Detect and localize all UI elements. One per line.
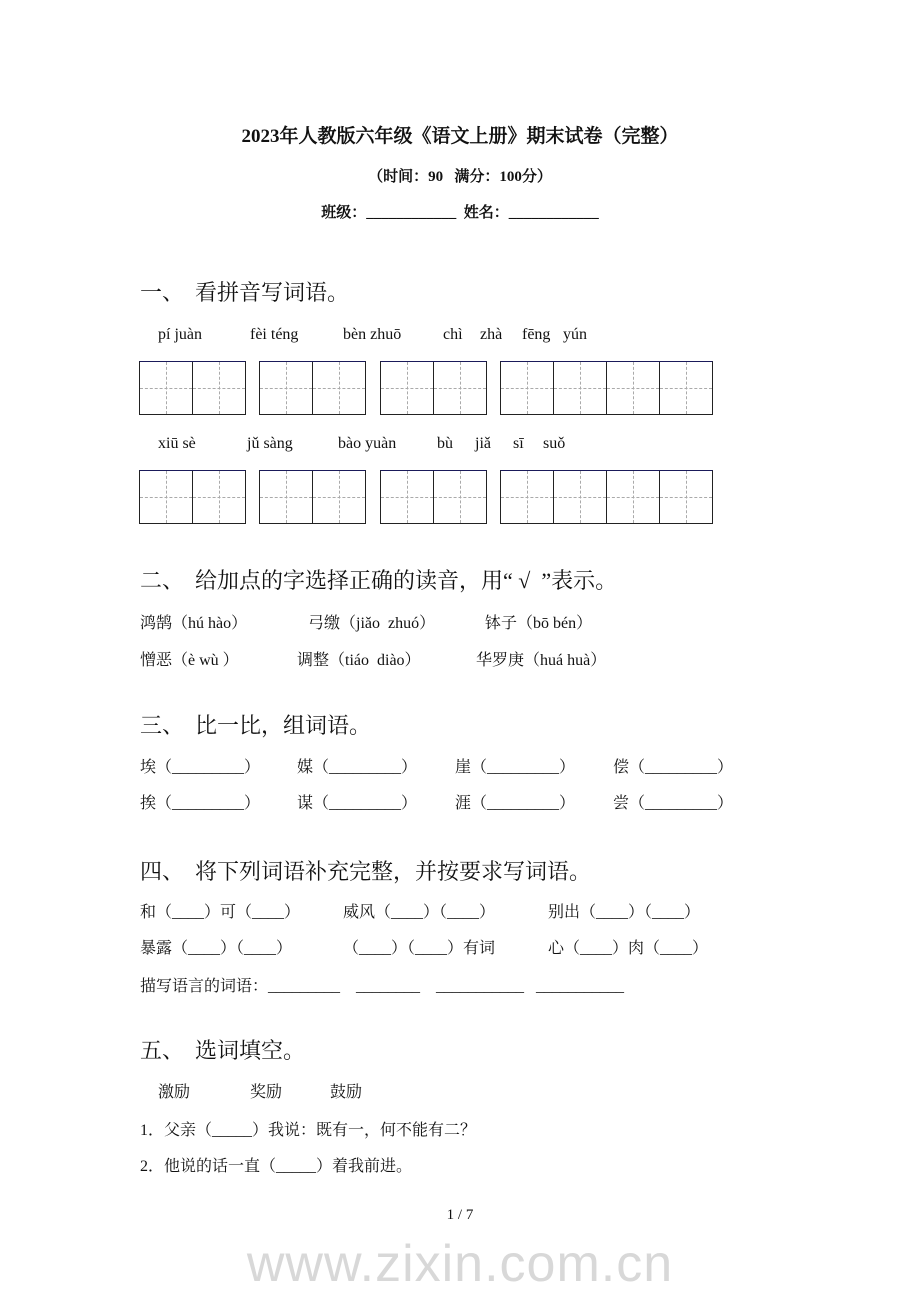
pinyin: fèi téng [250, 326, 299, 343]
section-1-heading: 一、 看拼音写词语。 [140, 280, 350, 305]
pinyin: zhà [480, 326, 503, 343]
reading-choice[interactable]: 弓缴（jiǎo zhuó） [308, 615, 436, 632]
idiom-blank[interactable]: （____）（____）有词 [343, 940, 496, 957]
reading-choice[interactable]: 华罗庚（huá huà） [476, 652, 607, 669]
writing-grid[interactable] [139, 470, 246, 524]
section-4-heading: 四、 将下列词语补充完整，并按要求写词语。 [140, 859, 592, 884]
word-blank[interactable]: 偿（_________） [613, 759, 734, 776]
word-blank[interactable]: 崖（_________） [455, 759, 576, 776]
writing-grid[interactable] [500, 470, 713, 524]
idiom-blank[interactable]: 心（____）肉（____） [548, 940, 709, 957]
question-1[interactable]: 1．父亲（_____）我说：既有一，何不能有二？ [140, 1122, 477, 1139]
pinyin: bèn zhuō [343, 326, 402, 343]
pinyin: jiǎ [475, 435, 491, 452]
idiom-blank[interactable]: 和（____）可（____） [140, 904, 301, 921]
pinyin: bù [437, 435, 453, 452]
word-blank[interactable]: 埃（_________） [140, 759, 261, 776]
word-blank[interactable]: 媒（_________） [297, 759, 418, 776]
pinyin: pí juàn [158, 326, 202, 343]
language-words-blank[interactable]: 描写语言的词语：_________ ________ ___________ ___________ [140, 978, 625, 995]
pinyin: xiū sè [158, 435, 196, 452]
reading-choice[interactable]: 鸿鹄（hú hào） [140, 615, 248, 632]
word-option: 奖励 [250, 1084, 283, 1101]
reading-choice[interactable]: 憎恶（è wù ） [140, 652, 239, 669]
pinyin: chì [443, 326, 463, 343]
section-5-heading: 五、 选词填空。 [140, 1038, 306, 1063]
pinyin: sī [513, 435, 524, 452]
pinyin: bào yuàn [338, 435, 397, 452]
page-title: 2023年人教版六年级《语文上册》期末试卷（完整） [241, 126, 679, 147]
word-blank[interactable]: 尝（_________） [613, 795, 734, 812]
idiom-blank[interactable]: 威风（____）（____） [343, 904, 496, 921]
word-blank[interactable]: 挨（_________） [140, 795, 261, 812]
pinyin: suǒ [543, 435, 566, 452]
exam-info: （时间：90 满分：100分） [368, 169, 552, 185]
writing-grid[interactable] [259, 470, 366, 524]
writing-grid[interactable] [380, 361, 487, 415]
class-name-line: 班级：____________ 姓名：____________ [321, 205, 599, 221]
page-number: 1 / 7 [446, 1207, 474, 1223]
writing-grid[interactable] [259, 361, 366, 415]
idiom-blank[interactable]: 别出（____）（____） [548, 904, 701, 921]
word-blank[interactable]: 谋（_________） [297, 795, 418, 812]
section-2-heading: 二、 给加点的字选择正确的读音，用“ √ ”表示。 [140, 568, 618, 593]
pinyin: yún [563, 326, 587, 343]
writing-grid[interactable] [380, 470, 487, 524]
reading-choice[interactable]: 调整（tiáo diào） [297, 652, 421, 669]
reading-choice[interactable]: 钵子（bō bén） [485, 615, 593, 632]
word-option: 激励 [158, 1084, 191, 1101]
pinyin: jǔ sàng [247, 435, 293, 452]
word-option: 鼓励 [330, 1084, 363, 1101]
question-2[interactable]: 2．他说的话一直（_____）着我前进。 [140, 1158, 413, 1175]
writing-grid[interactable] [139, 361, 246, 415]
pinyin: fēng [522, 326, 551, 343]
word-blank[interactable]: 涯（_________） [455, 795, 576, 812]
idiom-blank[interactable]: 暴露（____）（____） [140, 940, 293, 957]
section-3-heading: 三、 比一比，组词语。 [140, 713, 372, 738]
watermark: www.zixin.com.cn [246, 1235, 674, 1293]
writing-grid[interactable] [500, 361, 713, 415]
